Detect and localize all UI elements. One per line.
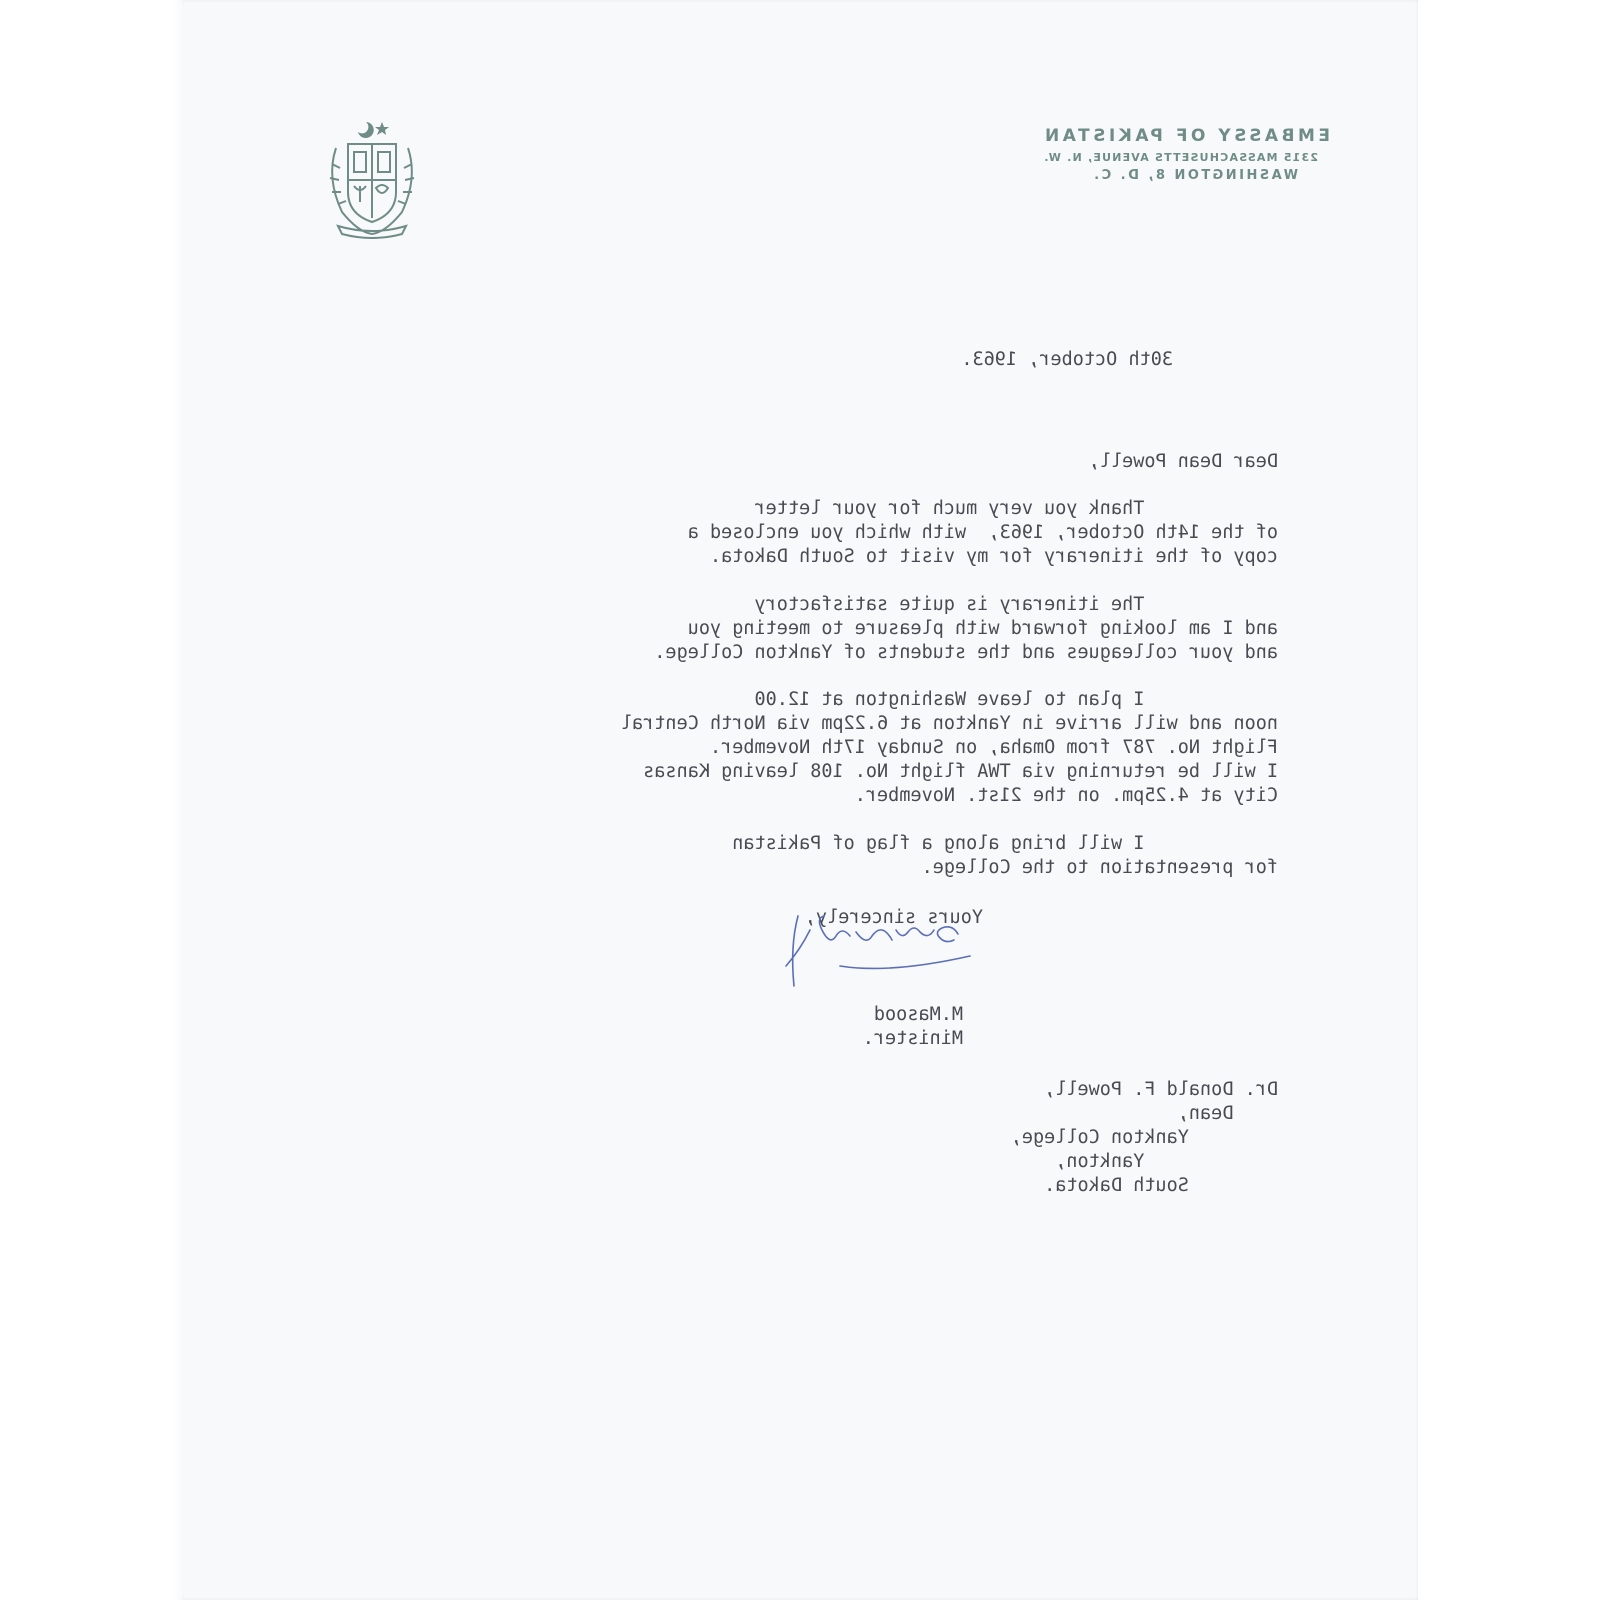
body-paragraph-1: Thank you very much for your letter of the 14th October, 1963, with which you enclosed a copy of the itinerary for my visit to South Dakota. — [687, 498, 1278, 567]
letterhead — [1041, 126, 1330, 183]
salutation: Dear Dean Powell, — [1088, 451, 1278, 472]
paper-edge — [173, 0, 183, 1600]
addressee-block: Dr. Donald F. Powell, Dean, Yankton College, Yankton, South Dakota. — [1010, 1079, 1278, 1196]
signatory-name: M.Masood — [873, 1004, 963, 1025]
closing: Yours sincerely, — [804, 907, 983, 928]
body-paragraph-4: I will bring along a flag of Pakistan for presentation to the College. — [732, 833, 1278, 878]
signatory-title: Minister. — [862, 1028, 963, 1049]
letter-page — [181, 0, 1418, 1600]
letterhead-embassy-name: EMBASSY OF PAKISTAN — [1041, 126, 1330, 146]
body-paragraph-3: I plan to leave Washington at 12.00 noon and will arrive in Yankton at 6.22pm via North Central Flight No. 787 from Omaha, on Sunday 17th November. I will be returning via TWA flight No. 108 leaving Kansas City at 4.25pm. on the 21st. November. — [620, 689, 1278, 806]
body-paragraph-2: The itinerary is quite satisfactory and I am looking forward with pleasure to meeting you and your colleagues and the students of Yankton College. — [654, 594, 1278, 663]
state-emblem-icon — [308, 108, 436, 244]
letter-date: 30th October, 1963. — [961, 349, 1173, 370]
handwritten-signature — [738, 910, 978, 990]
letterhead-address: 2315 MASSACHUSETTS AVENUE, N. W. — [1043, 151, 1318, 164]
letterhead-city: WASHINGTON 8, D. C. — [1091, 168, 1298, 183]
